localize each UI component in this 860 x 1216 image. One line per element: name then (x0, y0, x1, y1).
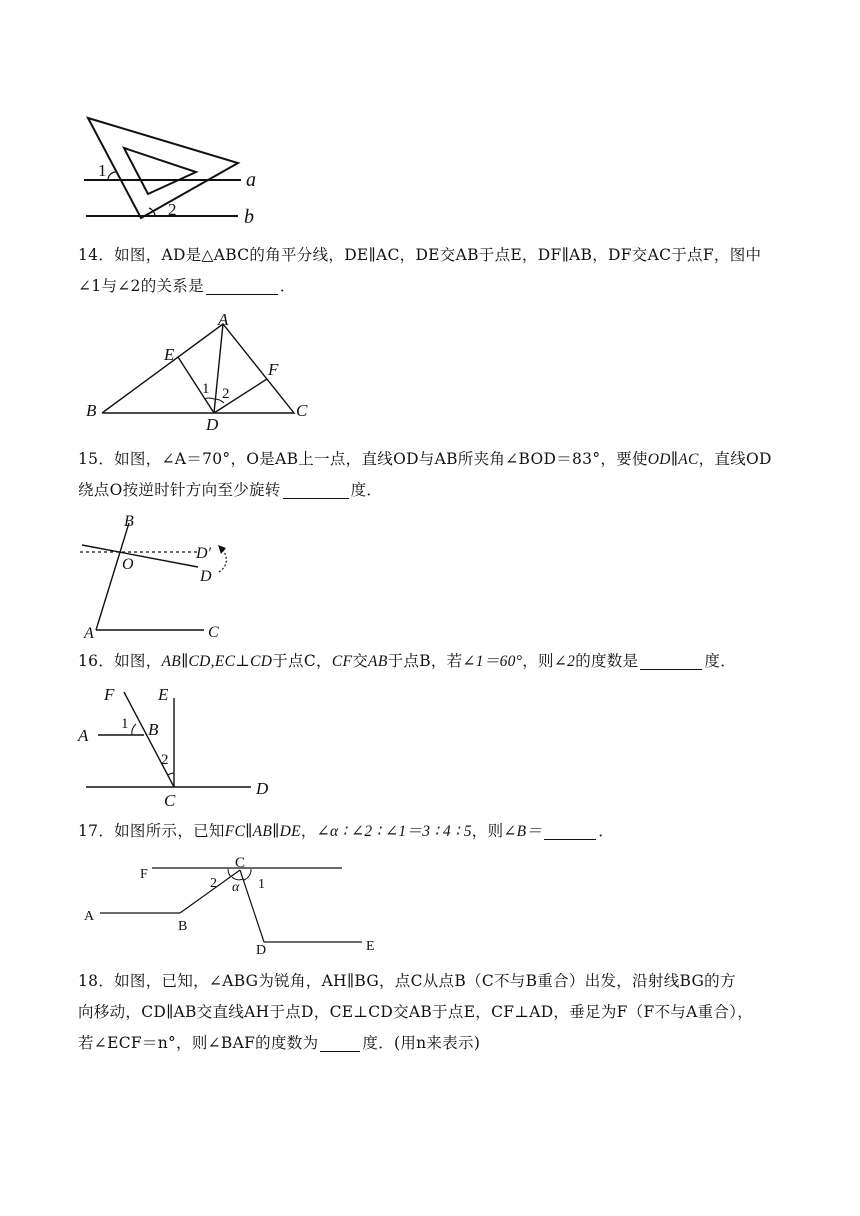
question-text-2: ，直线OD绕点O按逆时针方向至少旋转 (78, 450, 772, 499)
math-segment: AB (368, 653, 388, 670)
math-segment: ∠2 (553, 653, 576, 670)
point-a: A (84, 625, 94, 642)
angle-2-label: 2 (222, 386, 230, 402)
question-text: 如图，已知，∠ABG为锐角，AH∥BG，点C从点B（C不与B重合）出发，沿射线BG的方 (114, 972, 736, 990)
math-segment: ∠B＝ (503, 823, 543, 840)
question-tail: 度． (350, 481, 383, 499)
angle-2-arc (168, 773, 174, 775)
question-number: 18． (78, 972, 115, 990)
line-od (82, 545, 198, 567)
label-1: 1 (98, 161, 107, 180)
question-14 (78, 240, 784, 302)
question-number: 17． (78, 822, 115, 840)
question-18-line-3 (78, 1028, 784, 1059)
text-segment: 如图， (114, 652, 162, 670)
figure-13-svg (78, 108, 278, 233)
vertex-e: E (164, 345, 175, 364)
angle-1-arc (244, 869, 251, 880)
question-text: 如图，∠A＝70°，O是AB上一点，直线OD与AB所夹角∠BOD＝83°，要使 (114, 450, 648, 468)
math-segment: ∠α ∶ ∠2 ∶ ∠1＝3 ∶ 4 ∶ 5 (316, 823, 472, 840)
point-c: C (208, 624, 219, 641)
rotation-arrowhead (218, 545, 226, 554)
figure-17-svg (80, 856, 380, 956)
outer-triangle (88, 118, 238, 218)
question-tail: ． (279, 277, 296, 295)
vertex-a: A (218, 310, 229, 329)
point-f: F (140, 867, 148, 882)
figure-15-svg (78, 510, 258, 640)
point-d: D (256, 779, 269, 798)
question-number: 15． (78, 450, 115, 468)
point-c: C (164, 791, 176, 810)
answer-blank[interactable] (320, 1033, 360, 1052)
question-18 (78, 966, 784, 1059)
point-a: A (78, 726, 89, 745)
text-segment: 如图所示，已知 (114, 822, 225, 840)
figure-15 (78, 510, 258, 640)
angle-2-arc (228, 869, 231, 877)
answer-blank[interactable] (640, 651, 702, 670)
point-d: D (200, 568, 212, 585)
math-segment: AB∥CD,EC⊥CD (161, 653, 273, 670)
point-c: C (235, 855, 246, 871)
question-18-line-1 (78, 966, 784, 997)
text-segment: ，则 (522, 652, 554, 670)
line-ab (96, 523, 129, 630)
figure-16-svg (76, 684, 286, 814)
answer-blank[interactable] (283, 480, 349, 499)
math-od-parallel-ac: OD∥AC (647, 451, 699, 468)
point-a: A (84, 909, 95, 924)
text-segment: ， (300, 822, 317, 840)
question-15 (78, 444, 784, 506)
figure-17 (80, 856, 380, 956)
math-segment: FC∥AB∥DE (224, 823, 301, 840)
angle-1-label: 1 (202, 381, 210, 397)
text-segment: 于点B，若 (387, 652, 463, 670)
question-tail: 度．(用n来表示) (362, 1034, 481, 1052)
vertex-c: C (296, 401, 308, 420)
angle-alpha-label: α (232, 880, 240, 895)
angle-2-label: 2 (161, 752, 169, 768)
question-tail: 度． (704, 652, 736, 670)
point-e: E (158, 685, 169, 704)
math-segment: CF (331, 653, 353, 670)
label-b: b (244, 206, 254, 228)
point-e: E (366, 939, 375, 954)
angle-2-label: 2 (210, 876, 217, 891)
triangle-abc (102, 324, 294, 413)
answer-blank[interactable] (544, 821, 596, 840)
question-17 (78, 816, 784, 847)
angle-1-arc (108, 172, 116, 180)
question-18-line-2: 向移动，CD∥AB交直线AH于点D，CE⊥CD交AB于点E，CF⊥AD，垂足为F（F不与A重合）， (78, 1003, 754, 1021)
text-segment: 的度数是 (575, 652, 639, 670)
vertex-f: F (268, 360, 279, 379)
figure-16 (76, 684, 286, 814)
point-b: B (124, 513, 134, 530)
text-segment: 交 (352, 652, 369, 670)
question-number: 16． (78, 652, 115, 670)
figure-14-svg (84, 312, 324, 432)
inner-triangle (124, 148, 196, 194)
figure-14 (84, 312, 324, 432)
point-d-prime: D′ (196, 545, 212, 562)
point-o: O (122, 556, 134, 573)
answer-blank[interactable] (206, 276, 278, 295)
point-b: B (148, 720, 159, 739)
label-2: 2 (168, 200, 177, 219)
figure-13 (78, 108, 278, 233)
question-tail: ． (598, 822, 615, 840)
question-text: 若∠ECF＝n°，则∠BAF的度数为 (78, 1034, 319, 1052)
angle-1-label: 1 (258, 877, 265, 892)
text-segment: ，则 (471, 822, 504, 840)
text-segment: 于点C， (272, 652, 332, 670)
vertex-b: B (86, 401, 97, 420)
question-number: 14． (78, 246, 115, 264)
point-f: F (104, 685, 115, 704)
label-a: a (246, 169, 256, 191)
math-segment: ∠1＝60° (462, 653, 523, 670)
point-b: B (178, 919, 188, 934)
question-text: 如图，AD是△ABC的角平分线，DE∥AC，DE交AB于点E，DF∥AB，DF交AC于点F，图中∠1与∠2的关系是 (78, 246, 762, 295)
point-d: D (256, 943, 267, 958)
question-16 (78, 646, 784, 677)
line-fc (124, 692, 174, 787)
angle-1-arc (132, 724, 136, 735)
angle-1-label: 1 (121, 716, 129, 732)
vertex-d: D (206, 415, 219, 434)
